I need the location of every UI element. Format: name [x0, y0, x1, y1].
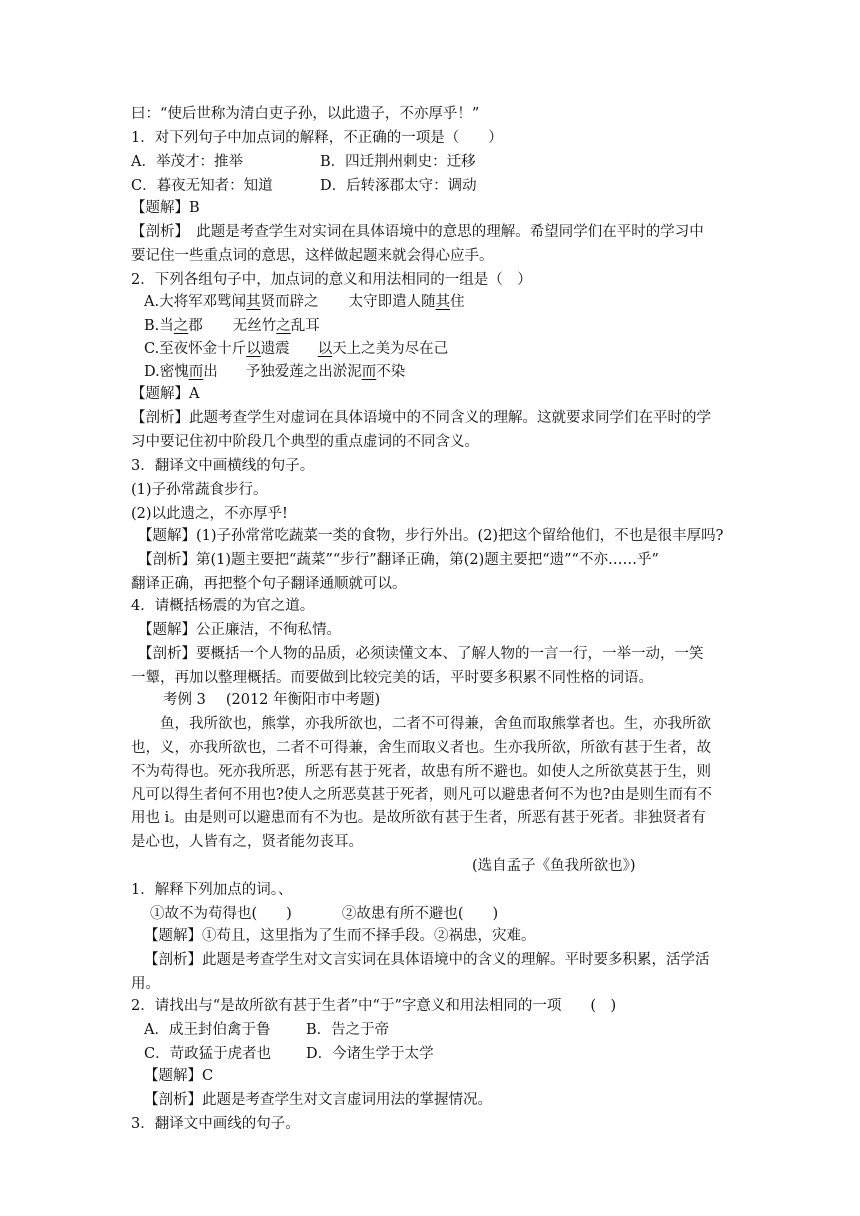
- passage-line: 不为苟得也。死亦我所恶，所恶有甚于死者，故患有所不避也。如使人之所欲莫甚于生，则: [131, 764, 711, 780]
- option-text: 出: [203, 364, 218, 380]
- question-3: 3．翻译文中画横线的句子。: [131, 458, 315, 474]
- option-line: [131, 176, 477, 196]
- option-text: 乱耳: [290, 318, 320, 334]
- option-line: [131, 152, 476, 172]
- analysis-text: 用。: [131, 976, 160, 992]
- option-text: 无丝竹: [232, 318, 277, 334]
- underlined-word: 其: [435, 294, 451, 310]
- question-2: 2．下列各组句子中，加点词的意义和用法相同的一组是（ ）: [131, 272, 532, 288]
- option-text: 郡: [188, 318, 203, 334]
- underlined-word: 其: [246, 294, 261, 310]
- option-b: B．告之于帝: [306, 1022, 390, 1038]
- option-line: [144, 1044, 434, 1064]
- sentence-1: (1)子孙常蔬食步行。: [131, 482, 268, 498]
- answer-text: 【题解】①苟且，这里指为了生而不择手段。②祸患，灾难。: [144, 928, 536, 944]
- answer-label: 【题解】C: [144, 1068, 214, 1084]
- option-text: 住: [450, 294, 465, 310]
- analysis-text: 【剖析】此题是考查学生对文言虚词用法的掌握情况。: [144, 1092, 492, 1108]
- passage-line: 凡可以得生者何不用也?使人之所恶莫甚于死者，则凡可以避患者何不为也?由是则生而有不: [131, 787, 713, 803]
- analysis-text: 【剖析】此题是考查学生对文言实词在具体语境中的含义的理解。平时要多积累，活学活: [144, 952, 710, 968]
- option-text: 天上之美为尽在己: [332, 341, 449, 357]
- question-2b: 2．请找出与“是故所欲有甚于生者”中“于”字意义和用法相同的一项 ( ): [131, 998, 617, 1014]
- underlined-word: 之: [173, 318, 189, 334]
- option-b-row: [144, 316, 320, 336]
- underlined-word: 而: [361, 364, 377, 380]
- analysis-text: 一颦，再加以整理概括。而要做到比较完美的话，平时要多积累不同性格的词语。: [131, 670, 653, 686]
- passage-line: 鱼，我所欲也，熊掌，亦我所欲也，二者不可得兼，舍鱼而取熊掌者也。生，亦我所欲: [160, 716, 711, 732]
- underlined-word: 以: [246, 341, 261, 357]
- option-text: C.至夜怀金十斤: [144, 341, 247, 357]
- option-text: 贤而辟之: [260, 294, 319, 310]
- question-1b: 1．解释下列加点的词。、: [131, 882, 293, 898]
- option-a-row: [144, 292, 465, 312]
- underlined-word: 而: [188, 364, 204, 380]
- answer-label: 【题解】A: [131, 386, 200, 402]
- example-heading: [163, 690, 380, 710]
- underlined-word: 之: [276, 318, 291, 334]
- option-d-row: [144, 362, 405, 382]
- option-d: D．今诸生学于太学: [306, 1046, 434, 1062]
- passage-line: 是心也，人皆有之，贤者能勿丧耳。: [131, 834, 363, 850]
- example-label: 考例 3: [163, 692, 206, 708]
- option-b: B．四迁荆州刺史：迁移: [320, 154, 476, 170]
- analysis-text: 翻译正确，再把整个句子翻译通顺就可以。: [131, 576, 407, 592]
- sentence-2: (2)以此遗之，不亦厚乎!: [131, 506, 288, 522]
- answer-text: 【题解】公正廉洁，不徇私情。: [138, 622, 341, 638]
- text-line: 曰：“使后世称为清白吏子孙，以此遗子，不亦厚乎！”: [131, 106, 480, 122]
- analysis-text: 【剖析】 此题是考查学生对实词在具体语境中的意思的理解。希望同学们在平时的学习中: [131, 224, 704, 240]
- option-text: 太守即遣人随: [348, 294, 436, 310]
- option-a: A．举茂才：推举: [131, 154, 243, 170]
- analysis-text: 要记住一些重点词的意思，这样做起题来就会得心应手。: [131, 248, 494, 264]
- option-text: B.当: [144, 318, 174, 334]
- analysis-text: 习中要记住初中阶段几个典型的重点虚词的不同含义。: [131, 434, 479, 450]
- option-c: C．暮夜无知者：知道: [131, 178, 273, 194]
- option-text: 遗震: [260, 341, 290, 357]
- word-item-1: ①故不为苟得也( ): [150, 906, 292, 922]
- example-source: (2012 年衡阳市中考题): [225, 692, 381, 708]
- option-c-row: [144, 339, 448, 359]
- question-4: 4．请概括杨震的为官之道。: [131, 598, 315, 614]
- question-1: 1．对下列句子中加点词的解释，不正确的一项是（ ）: [131, 130, 503, 146]
- analysis-text: 【剖析】要概括一个人物的品质，必须读懂文本、了解人物的一言一行，一举一动，一笑: [138, 646, 704, 662]
- option-line: [144, 1020, 390, 1040]
- option-a: A．成王封伯禽于鲁: [144, 1022, 271, 1038]
- option-text: A.大将军邓骘闻: [144, 294, 247, 310]
- option-d: D．后转涿郡太守：调动: [320, 178, 477, 194]
- analysis-text: 【剖析】此题考查学生对虚词在具体语境中的不同含义的理解。这就要求同学们在平时的学: [131, 410, 711, 426]
- option-text: 不染: [376, 364, 406, 380]
- passage-line: 用也 i。由是则可以避患而有不为也。是故所欲有甚于生者，所恶有甚于死者。非独贤者有: [131, 810, 706, 826]
- passage-line: 也，义，亦我所欲也，二者不可得兼，舍生而取义者也。生亦我所欲，所欲有甚于生者，故: [131, 740, 711, 756]
- word-item-2: ②故患有所不避也( ): [341, 906, 499, 922]
- answer-label: 【题解】B: [131, 200, 200, 216]
- analysis-text: 【剖析】第(1)题主要把“蔬菜”“步行”翻译正确，第(2)题主要把“遗”“不亦……乎”: [138, 552, 659, 568]
- option-text: D.密愧: [144, 364, 189, 380]
- word-items: [150, 904, 498, 924]
- question-3b: 3．翻译文中画线的句子。: [131, 1116, 300, 1132]
- option-text: 予独爱莲之出淤泥: [245, 364, 362, 380]
- underlined-word: 以: [317, 341, 333, 357]
- passage-source: (选自孟子《鱼我所欲也》): [472, 858, 636, 874]
- answer-text: 【题解】(1)子孙常常吃蔬菜一类的食物，步行外出。(2)把这个留给他们，不也是很丰厚吗?: [138, 528, 724, 544]
- option-c: C．苛政猛于虎者也: [144, 1046, 272, 1062]
